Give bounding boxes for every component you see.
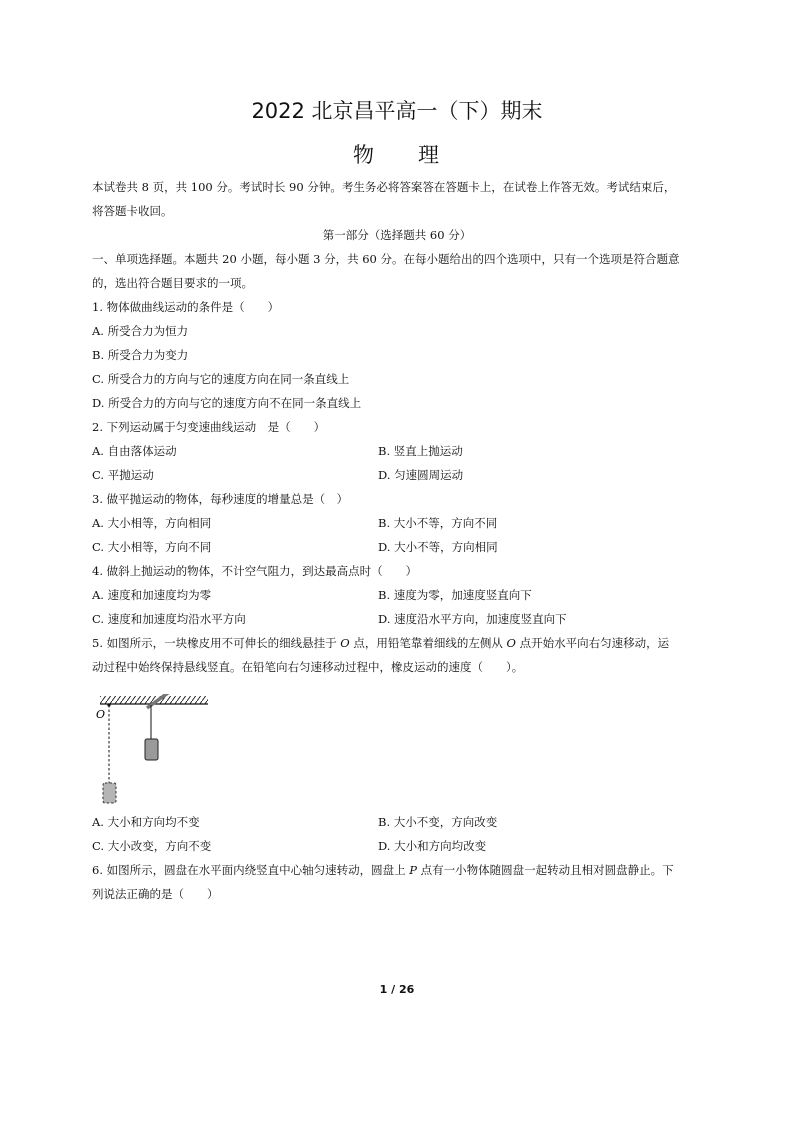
eraser-block	[145, 739, 158, 760]
q3-option-b: B. 大小不等，方向不同	[378, 516, 498, 530]
q1-option-a: A. 所受合力为恒力	[92, 324, 189, 338]
subject-heading	[0, 139, 794, 169]
eraser-initial-position	[103, 783, 116, 803]
q3-option-a: A. 大小相等，方向相同	[92, 516, 212, 530]
q4-option-b: B. 速度为零，加速度竖直向下	[378, 588, 532, 602]
subject-char-2: 理	[418, 143, 441, 167]
subject-char-1: 物	[353, 143, 376, 167]
intro-line-2: 将答题卡收回。	[92, 204, 173, 218]
point-o-dot	[107, 703, 110, 706]
q2-option-b: B. 竖直上抛运动	[378, 444, 463, 458]
figure-o-label: O	[96, 708, 106, 721]
intro-line-1: 本试卷共 8 页，共 100 分。考试时长 90 分钟。考生务必将答案答在答题卡上，在试卷上作答无效。考试结束后，	[92, 180, 676, 194]
q3-option-c: C. 大小相等，方向不同	[92, 540, 212, 554]
q2-option-c: C. 平抛运动	[92, 468, 154, 482]
q3-stem: 3. 做平抛运动的物体，每秒速度的增量总是（ ）	[92, 492, 349, 506]
q6-stem-line-2: 列说法正确的是（ ）	[92, 887, 219, 901]
q5-pendulum-figure	[92, 694, 216, 808]
q6-stem-part-2: 点有一小物体随圆盘一起转动且相对圆盘静止。下	[417, 863, 674, 877]
q5-stem-part-2: 点，用铅笔靠着细线的左侧从	[349, 636, 507, 650]
part1-heading: 第一部分（选择题共 60 分）	[322, 228, 472, 242]
q5-stem-line-1	[92, 635, 669, 651]
q4-stem: 4. 做斜上抛运动的物体，不计空气阻力，到达最高点时（ ）	[92, 564, 418, 578]
point-o-label: O	[340, 636, 350, 650]
q5-option-d: D. 大小和方向均改变	[378, 839, 487, 853]
point-o-label-2: O	[506, 636, 516, 650]
exam-title: 2022 北京昌平高一（下）期末	[251, 99, 543, 123]
q2-option-d: D. 匀速圆周运动	[378, 468, 464, 482]
q4-option-a: A. 速度和加速度均为零	[92, 588, 212, 602]
q6-stem-line-1	[92, 862, 674, 878]
point-p-label: P	[409, 863, 418, 877]
part1-instruction-1: 一、单项选择题。本题共 20 小题，每小题 3 分，共 60 分。在每小题给出的四个选项中，只有一个选项是符合题意	[92, 252, 680, 266]
q2-option-a: A. 自由落体运动	[92, 444, 177, 458]
q1-option-c: C. 所受合力的方向与它的速度方向在同一条直线上	[92, 372, 350, 386]
q5-stem-line-2: 动过程中始终保持悬线竖直。在铅笔向右匀速移动过程中，橡皮运动的速度（ ）。	[92, 660, 524, 674]
page-number: 1 / 26	[379, 983, 415, 996]
q5-stem-part-3: 点开始水平向右匀速移动，运	[515, 636, 670, 650]
q3-option-d: D. 大小不等，方向相同	[378, 540, 498, 554]
q5-option-b: B. 大小不变，方向改变	[378, 815, 498, 829]
q5-option-a: A. 大小和方向均不变	[92, 815, 200, 829]
q1-stem: 1. 物体做曲线运动的条件是（ ）	[92, 300, 280, 314]
part1-instruction-2: 的，选出符合题目要求的一项。	[92, 276, 253, 290]
q1-option-b: B. 所受合力为变力	[92, 348, 189, 362]
q4-option-c: C. 速度和加速度均沿水平方向	[92, 612, 246, 626]
q4-option-d: D. 速度沿水平方向，加速度竖直向下	[378, 612, 567, 626]
q1-option-d: D. 所受合力的方向与它的速度方向不在同一条直线上	[92, 396, 362, 410]
q5-option-c: C. 大小改变，方向不变	[92, 839, 212, 853]
q6-stem-part-1: 6. 如图所示，圆盘在水平面内绕竖直中心轴匀速转动，圆盘上	[92, 863, 410, 877]
q5-stem-part-1: 5. 如图所示，一块橡皮用不可伸长的细线悬挂于	[92, 636, 341, 650]
q2-stem: 2. 下列运动属于匀变速曲线运动 是（ ）	[92, 420, 326, 434]
